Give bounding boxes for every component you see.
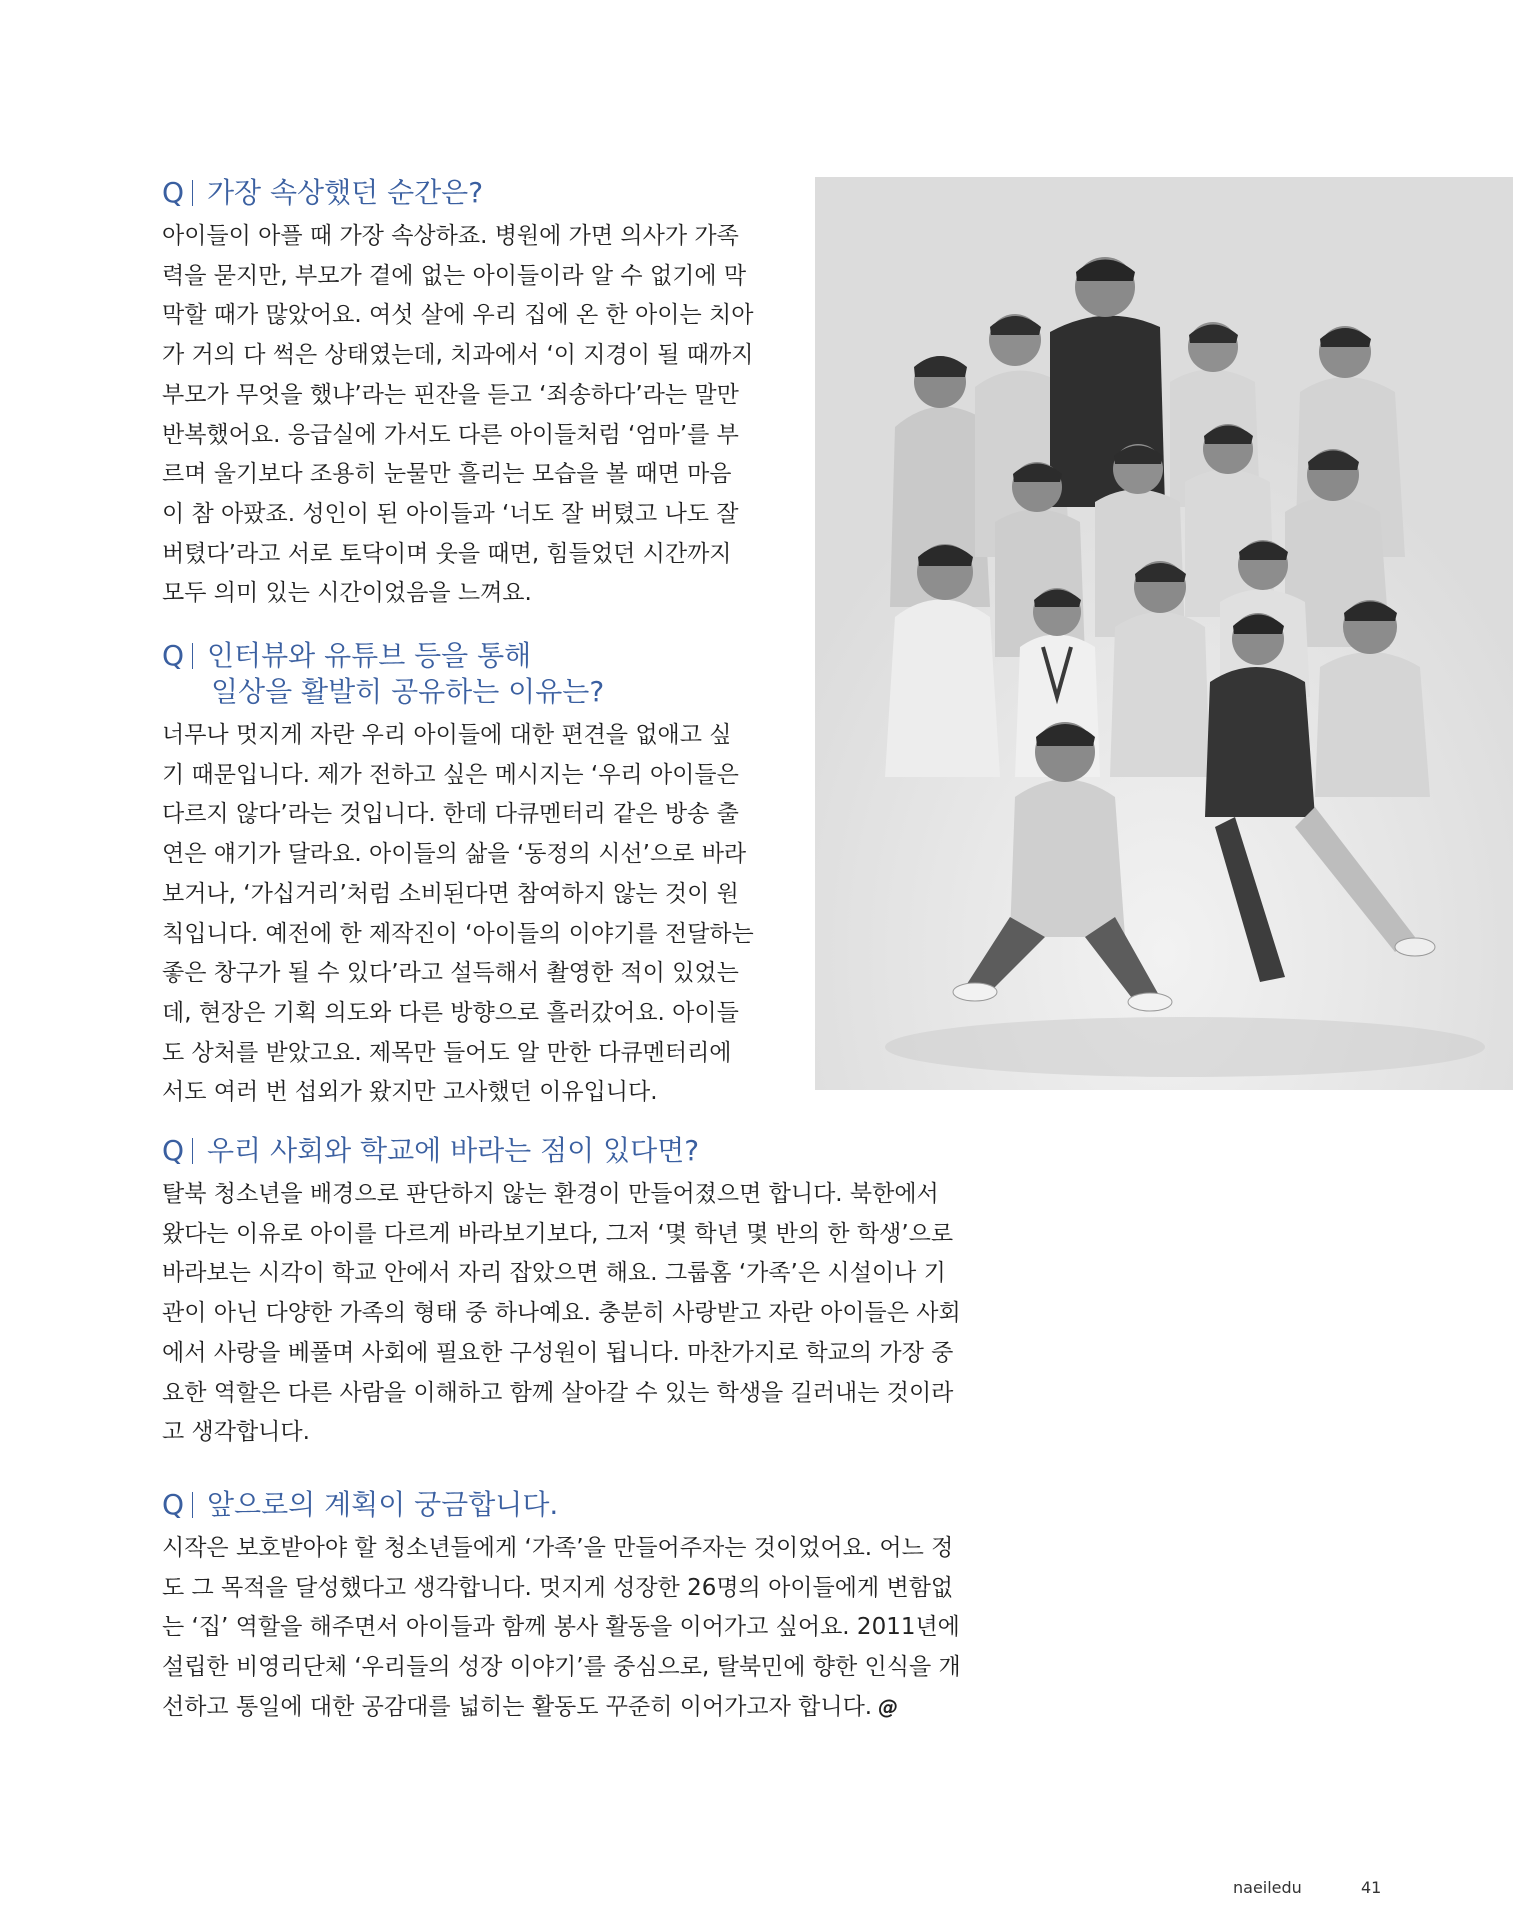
answer-line: 아이들이 아플 때 가장 속상하죠. 병원에 가면 의사가 가족: [162, 223, 739, 249]
q-mark: Q: [162, 176, 185, 209]
question-title-2: [162, 638, 728, 710]
question-text: 앞으로의 계획이 궁금합니다.: [207, 1488, 559, 1521]
answer-line: 보거나, ‘가십거리’처럼 소비된다면 참여하지 않는 것이 원: [162, 880, 739, 907]
answer-line: 다르지 않다’라는 것입니다. 한데 다큐멘터리 같은 방송 출: [162, 801, 739, 828]
q-mark: Q: [162, 639, 185, 672]
question-title-1: [162, 175, 728, 211]
answer-line: 왔다는 이유로 아이를 다르게 바라보기보다, 그저 ‘몇 학년 몇 반의 한 학생’으로: [162, 1220, 954, 1247]
answer-line: 기 때문입니다. 제가 전하고 싶은 메시지는 ‘우리 아이들은: [162, 761, 739, 788]
answer-line-text: 선하고 통일에 대한 공감대를 넓히는 활동도 꾸준히 이어가고자 합니다.: [162, 1693, 873, 1720]
answer-line: 설립한 비영리단체 ‘우리들의 성장 이야기’를 중심으로, 탈북민에 향한 인식을 개: [162, 1654, 961, 1681]
group-photo: [815, 177, 1513, 1090]
answer-line: [162, 1688, 927, 1728]
q-divider: [192, 180, 193, 206]
qa-section-1: [162, 175, 754, 614]
answer-line: 시작은 보호받아야 할 청소년들에게 ‘가족’을 만들어주자는 것이었어요. 어느 정: [162, 1535, 954, 1561]
answer-text-3: [162, 1175, 961, 1453]
answer-text-2: [162, 716, 754, 1113]
answer-line: 바라보는 시각이 학교 안에서 자리 잡았으면 해요. 그룹홈 ‘가족’은 시설이나 기: [162, 1260, 946, 1287]
page-number: 41: [1361, 1878, 1382, 1897]
q-mark: Q: [162, 1134, 185, 1167]
answer-line: 르며 울기보다 조용히 눈물만 흘리는 모습을 볼 때면 마음: [162, 461, 732, 488]
answer-line: 가 거의 다 썩은 상태였는데, 치과에서 ‘이 지경이 될 때까지: [162, 342, 754, 369]
question-text: 가장 속상했던 순간은?: [207, 176, 484, 209]
qa-section-3: [162, 1133, 961, 1453]
answer-line: 데, 현장은 기획 의도와 다른 방향으로 흘러갔어요. 아이들: [162, 999, 739, 1026]
answer-line: 이 참 아팠죠. 성인이 된 아이들과 ‘너도 잘 버텼고 나도 잘: [162, 500, 739, 527]
answer-line: 연은 얘기가 달라요. 아이들의 삶을 ‘동정의 시선’으로 바라: [162, 841, 747, 868]
answer-text-4: [162, 1529, 961, 1728]
question-title-3: [162, 1133, 927, 1169]
qa-section-4: [162, 1487, 961, 1728]
answer-line: 서도 여러 번 섭외가 왔지만 고사했던 이유입니다.: [162, 1079, 658, 1106]
answer-line: 도 그 목적을 달성했다고 생각합니다. 멋지게 성장한 26명의 아이들에게 변함없: [162, 1574, 954, 1601]
q-mark: Q: [162, 1488, 185, 1521]
answer-line: 모두 의미 있는 시간이었음을 느껴요.: [162, 580, 532, 607]
answer-line: 막할 때가 많았어요. 여섯 살에 우리 집에 온 한 아이는 치아: [162, 302, 754, 329]
question-title-4: [162, 1487, 927, 1523]
answer-line: 관이 아닌 다양한 가족의 형태 중 하나예요. 충분히 사랑받고 자란 아이들은 사회: [162, 1300, 961, 1327]
answer-line: 고 생각합니다.: [162, 1419, 310, 1446]
answer-line: 너무나 멋지게 자란 우리 아이들에 대한 편견을 없애고 싶: [162, 722, 732, 748]
answer-line: 에서 사랑을 베풀며 사회에 필요한 구성원이 됩니다. 마찬가지로 학교의 가장 중: [162, 1339, 954, 1366]
answer-line: 버텼다’라고 서로 토닥이며 웃을 때면, 힘들었던 시간까지: [162, 540, 732, 567]
qa-section-2: [162, 638, 754, 1113]
question-text: 인터뷰와 유튜브 등을 통해: [207, 639, 532, 672]
answer-line: 칙입니다. 예전에 한 제작진이 ‘아이들의 이야기를 전달하는: [162, 920, 754, 947]
q-divider: [192, 643, 193, 669]
q-divider: [192, 1138, 193, 1164]
question-text: 우리 사회와 학교에 바라는 점이 있다면?: [207, 1134, 700, 1167]
answer-line: 반복했어요. 응급실에 가서도 다른 아이들처럼 ‘엄마’를 부: [162, 421, 739, 448]
question-text-line2: 일상을 활발히 공유하는 이유는?: [211, 675, 605, 708]
answer-line: 좋은 창구가 될 수 있다’라고 설득해서 촬영한 적이 있었는: [162, 960, 739, 987]
group-photo-illustration: [815, 177, 1513, 1090]
answer-line: 는 ‘집’ 역할을 해주면서 아이들과 함께 봉사 활동을 이어가고 싶어요. 2011년에: [162, 1614, 960, 1641]
q-divider: [192, 1492, 193, 1518]
answer-line: 력을 묻지만, 부모가 곁에 없는 아이들이라 알 수 없기에 막: [162, 262, 747, 289]
answer-line: 탈북 청소년을 배경으로 판단하지 않는 환경이 만들어졌으면 합니다. 북한에서: [162, 1181, 939, 1207]
answer-line: 도 상처를 받았고요. 제목만 들어도 알 만한 다큐멘터리에: [162, 1039, 732, 1066]
floor-shadow: [885, 1017, 1485, 1077]
answer-line: 요한 역할은 다른 사람을 이해하고 함께 살아갈 수 있는 학생을 길러내는 것이라: [162, 1379, 954, 1406]
answer-line: 부모가 무엇을 했냐’라는 핀잔을 듣고 ‘죄송하다’라는 말만: [162, 381, 739, 408]
shoe-shape: [1395, 938, 1435, 956]
end-mark-icon: @: [878, 1694, 899, 1719]
magazine-name: naeiledu: [1233, 1878, 1302, 1897]
answer-text-1: [162, 217, 754, 614]
